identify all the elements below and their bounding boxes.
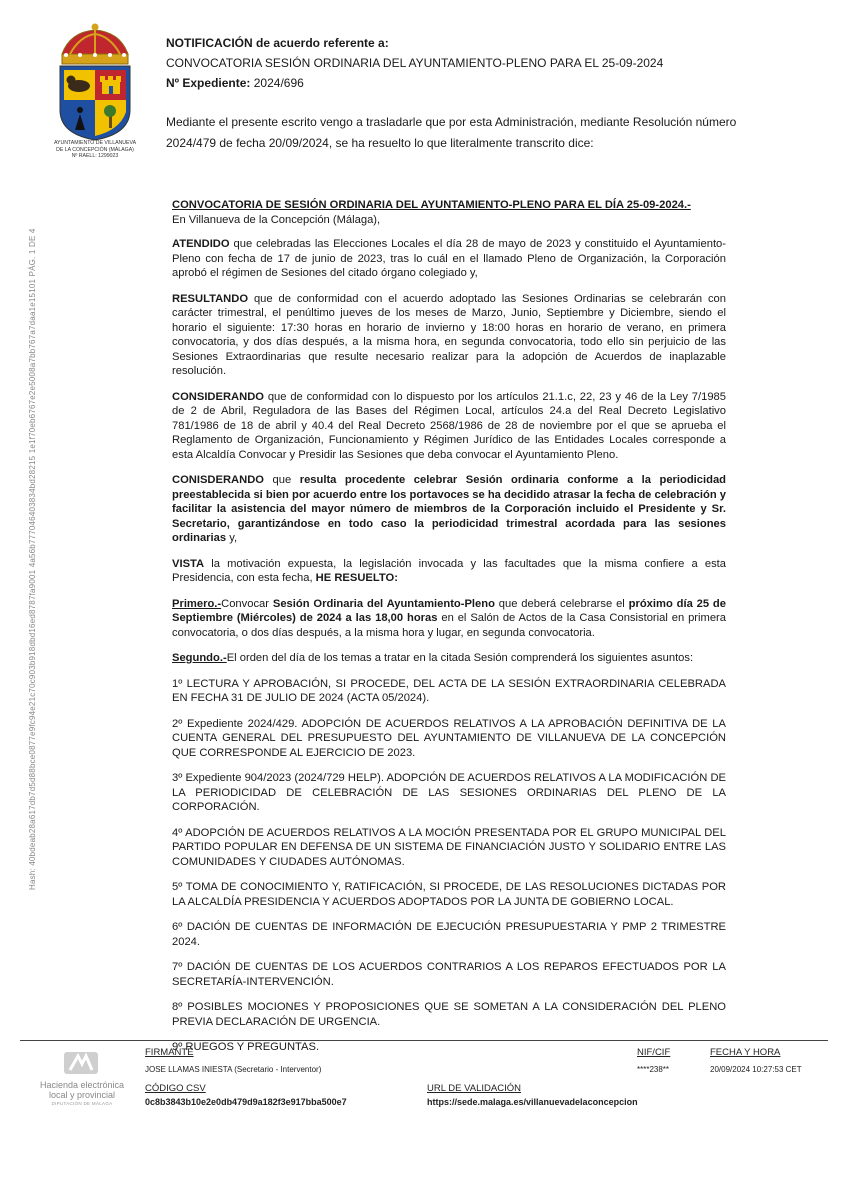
resolution-place: En Villanueva de la Concepción (Málaga), <box>172 213 381 226</box>
paragraph-primero: Primero.-Convocar Sesión Ordinaria del Ayuntamiento-Pleno que deberá celebrarse el próximo día 25 de Septiembre (Miércoles) de 2024 a las 18,00 horas en el Salón de Actos de la Casa Consistorial en primera convocatoria, o dos días después, a la misma hora y lugar, en segunda convocatoria. <box>172 597 726 639</box>
coat-of-arms-icon <box>40 22 150 142</box>
logo-caption-line3: Nº RAELL: 1299023 <box>71 153 119 160</box>
hacienda-seal-text <box>30 1080 134 1100</box>
csv-label: CÓDIGO CSV <box>145 1083 206 1094</box>
nif-value: ****238** <box>637 1065 670 1074</box>
expediente-line <box>166 75 806 91</box>
expediente-label: Nº Expediente: <box>166 76 251 90</box>
logo-caption <box>40 140 150 160</box>
firmante-block <box>145 1048 321 1075</box>
agenda-item: 8º POSIBLES MOCIONES Y PROPOSICIONES QUE SE SOMETAN A LA CONSIDERACIÓN DEL PLENO PREVIA DECLARACIÓN DE URGENCIA. <box>172 1001 726 1028</box>
paragraph-resultando: RESULTANDO que de conformidad con el acuerdo adoptado las Sesiones Ordinarias se celebrarán con carácter trimestral, el penúltimo jueves de los meses de Marzo, Junio, Septiembre y Diciembre, siendo el horario el siguiente: 17:30 horas en horario de invierno y 18:00 horas en horario de verano, en primera convocatoria, y dos días después, a la misma hora, en segunda convocatoria, todo ello sin perjuicio de las Sesiones Extraordinarias que resulte necesario realizar para la adopción de Acuerdos de inaplazable resolución. <box>172 292 726 377</box>
agenda-item: 6º DACIÓN DE CUENTAS DE INFORMACIÓN DE EJECUCIÓN PRESUPUESTARIA Y PMP 2 TRIMESTRE 2024. <box>172 921 726 948</box>
agenda-item: 1º LECTURA Y APROBACIÓN, SI PROCEDE, DEL ACTA DE LA SESIÓN EXTRAORDINARIA CELEBRADA EN FECHA 31 DE JULIO DE 2024 (ACTA 05/2024). <box>172 677 726 704</box>
nif-block <box>637 1048 670 1075</box>
url-label: URL DE VALIDACIÓN <box>427 1083 521 1094</box>
csv-value: 0c8b3843b10e2e0db479d9a182f3e917bba500e7 <box>145 1097 347 1107</box>
resolution-title: CONVOCATORIA DE SESIÓN ORDINARIA DEL AYUNTAMIENTO-PLENO PARA EL DÍA 25-09-2024.- <box>172 199 691 211</box>
notification-subject: CONVOCATORIA SESIÓN ORDINARIA DEL AYUNTAMIENTO-PLENO PARA EL 25-09-2024 <box>166 56 664 70</box>
paragraph-vista: VISTA la motivación expuesta, la legislación invocada y las facultades que la misma confiere a esta Presidencia, con esta fecha, HE RESUELTO: <box>172 557 726 584</box>
document-hash-text: Hash: 40bdeab28a617db7d5d88bce0877e9fc94e21c70c903b918dbd16ed8787fa9001 4a56b777046403834bd28215 1e1f70eb6767e2e5008a7bb767a7daa1e15101 PÁG. 1 DE 4 <box>28 228 37 890</box>
url-block <box>427 1084 638 1107</box>
csv-block <box>145 1084 347 1107</box>
fecha-block <box>710 1048 802 1075</box>
agenda-item: 9º RUEGOS Y PREGUNTAS. <box>172 1041 320 1053</box>
logo-caption-line1: AYUNTAMIENTO DE VILLANUEVA <box>53 140 137 146</box>
firmante-label: FIRMANTE <box>145 1047 194 1058</box>
agenda-item: 5º TOMA DE CONOCIMIENTO Y, RATIFICACIÓN, SI PROCEDE, DE LAS RESOLUCIONES DICTADAS POR LA ALCALDÍA PRESIDENCIA Y ACUERDOS ADOPTADOS POR LA JUNTA DE GOBIERNO LOCAL. <box>172 881 726 908</box>
paragraph-atendido: ATENDIDO que celebradas las Elecciones Locales el día 28 de mayo de 2023 y constituido el Ayuntamiento-Pleno con fecha de 17 de junio de 2023, tras lo cuál en el llamado Pleno de Organización, la Corporación aprobó el régimen de Sesiones del citado órgano colegiado y, <box>172 238 726 279</box>
intro-paragraph: Mediante el presente escrito vengo a trasladarle que por esta Administración, mediante Resolución número 2024/479 de fecha 20/09/2024, se ha resuelto lo que literalmente transcrito dice: <box>166 115 737 150</box>
hacienda-logo-icon <box>56 1050 106 1076</box>
expediente-value: 2024/696 <box>253 76 304 90</box>
validation-url-link[interactable]: https://sede.malaga.es/villanuevadelaconcepcion <box>427 1097 638 1107</box>
seal-line2: local y provincial <box>48 1090 116 1100</box>
firmante-value: JOSE LLAMAS INIESTA (Secretario - Interventor) <box>145 1065 322 1074</box>
fecha-label: FECHA Y HORA <box>710 1047 781 1058</box>
agenda-item: 4º ADOPCIÓN DE ACUERDOS RELATIVOS A LA MOCIÓN PRESENTADA POR EL GRUPO MUNICIPAL DEL PARTIDO POPULAR EN DEFENSA DE UN SISTEMA DE FINANCIACIÓN JUSTO Y SOLIDARIO ENTRE LAS COMUNIDADES Y CIUDADES AUTÓNOMAS. <box>172 826 726 868</box>
seal-subtitle: DIPUTACIÓN DE MÁLAGA <box>51 1101 113 1106</box>
notification-label: NOTIFICACIÓN de acuerdo referente a: <box>166 36 389 50</box>
hacienda-seal-logo <box>56 1050 106 1076</box>
nif-label: NIF/CIF <box>637 1047 671 1058</box>
seal-line1: Hacienda electrónica <box>39 1080 125 1090</box>
agenda-item: 2º Expediente 2024/429. ADOPCIÓN DE ACUERDOS RELATIVOS A LA APROBACIÓN DEFINITIVA DE LA CUENTA GENERAL DEL PRESUPUESTO DEL AYUNTAMIENTO DE VILLANUEVA DE LA CONCEPCIÓN QUE CORRESPONDE AL EJERCICIO DE 2023. <box>172 717 726 759</box>
logo-caption-line2: DE LA CONCEPCIÓN (MÁLAGA) <box>56 146 134 153</box>
agenda-item: 7º DACIÓN DE CUENTAS DE LOS ACUERDOS CONTRARIOS A LOS REPAROS EFECTUADOS POR LA SECRETARÍA-INTERVENCIÓN. <box>172 961 726 988</box>
paragraph-considerando: CONSIDERANDO que de conformidad con lo dispuesto por los artículos 21.1.c, 22, 23 y 46 de la Ley 7/1985 de 2 de Abril, Reguladora de las Bases del Régimen Local, artículos 24.a del Real Decreto Legislativo 781/1986 de 18 de abril y 40.4 del Real Decreto 2568/1986 de 28 de noviembre por el que se aprueba el Reglamento de Organización, Funcionamiento y Régimen Jurídico de las Entidades Locales corresponde a esta Alcaldía Convocar y Presidir las Sesiones que deba convocar el Ayuntamiento Pleno. <box>172 390 726 461</box>
fecha-value: 20/09/2024 10:27:53 CET <box>710 1065 802 1074</box>
resolution-body <box>172 198 726 1055</box>
paragraph-conisderando: CONISDERANDO que resulta procedente celebrar Sesión ordinaria conforme a la periodicidad preestablecida si bien por acuerdo entre los portavoces se ha decidido atrasar la fecha de celebración y facilitar la asistencia del mayor número de miembros de la Corporación incluido el Presidente y Sr. Secretario, garantizándose en todo caso la periodicidad trimestral acordada para las sesiones ordinarias y, <box>172 474 726 544</box>
footer-divider <box>20 1040 828 1041</box>
agenda-item: 3º Expediente 904/2023 (2024/729 HELP). ADOPCIÓN DE ACUERDOS RELATIVOS A LA MODIFICACIÓN DE LA PERIODICIDAD DE CELEBRACIÓN DE LAS SESIONES ORDINARIAS DEL PLENO DE LA CORPORACIÓN. <box>172 772 726 813</box>
paragraph-segundo: Segundo.-El orden del día de los temas a tratar en la citada Sesión comprenderá los siguientes asuntos: <box>172 652 694 664</box>
